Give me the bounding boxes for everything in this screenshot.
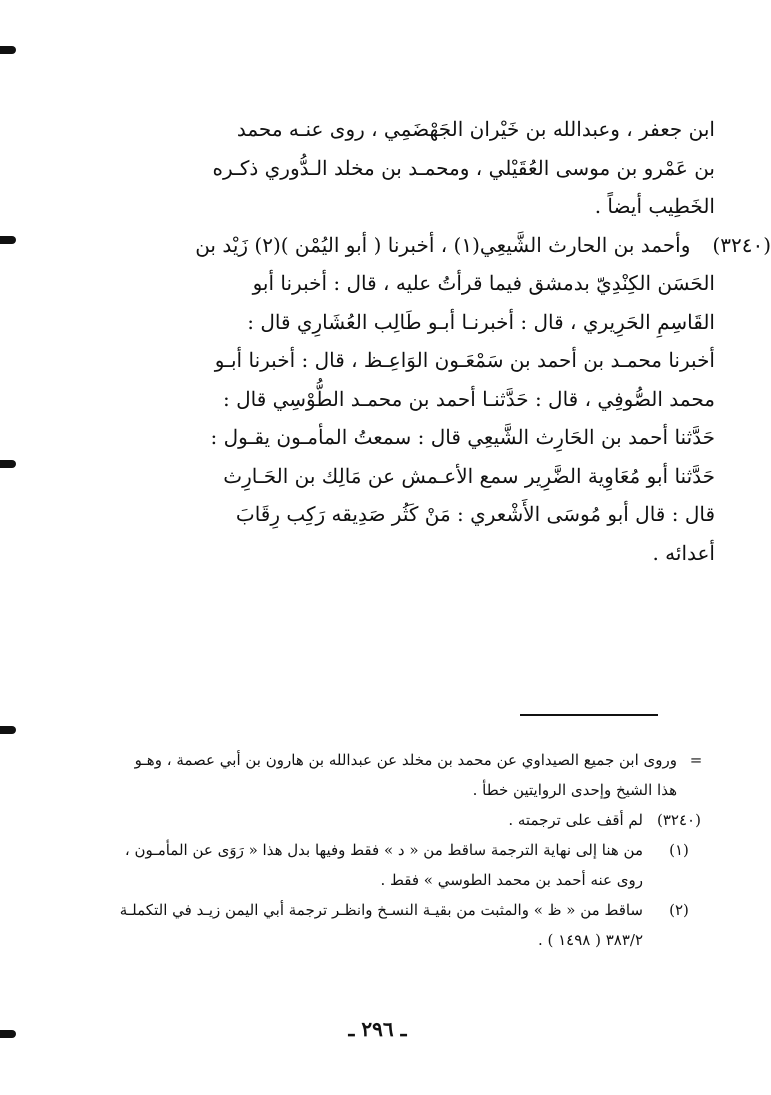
footnote-continuation	[60, 745, 715, 805]
text-line: قال : قال أبو مُوسَى الأَشْعري : مَنْ كَثُر صَدِيقه رَكِب رِقَابَ	[235, 502, 715, 526]
footnote-entry	[60, 805, 715, 835]
footnote-entry-marker: (٣٢٤٠)	[657, 811, 701, 829]
continuation-marker: =	[689, 751, 703, 769]
entry-number: (٣٢٤٠)	[712, 232, 771, 257]
text-line: محمد الصُّوفِي ، قال : حَدَّثنـا أحمد بن محمـد الطُّوْسِي قال :	[222, 386, 715, 411]
footnote-line: من هنا إلى نهاية الترجمة ساقط من « د » فقط وفيها بدل هذا « رَوَى عن المأمـون ،	[124, 841, 643, 859]
text-line: ابن جعفر ، وعبدالله بن خَيْران الجَهْضَمِي ، روى عنـه محمد	[236, 117, 715, 141]
text-line: أعدائه .	[652, 540, 715, 565]
footnotes	[60, 745, 715, 955]
text-line: أخبرنا محمـد بن أحمد بن سَمْعَـون الوَاعِـظ ، قال : أخبرنا أبـو	[214, 348, 715, 372]
text-line: بن عَمْرو بن موسى العُقَيْلي ، ومحمـد بن مخلد الـدُّوري ذكـره	[212, 155, 715, 180]
text-line: القَاسِمِ الحَرِيري ، قال : أخبرنـا أبـو طَالِب العُشَارِي قال :	[247, 309, 715, 334]
binding-mark	[0, 46, 16, 54]
footnote-line: وروى ابن جميع الصيداوي عن محمد بن مخلد عن عبدالله بن هارون بن أبي عصمة ، وهـو	[134, 751, 677, 769]
binding-mark	[0, 236, 16, 244]
binding-mark	[0, 460, 16, 468]
text-line: وأحمد بن الحارث الشَّيعِي(١) ، أخبرنا ( أبو اليُمْن )(٢) زَيْد بن	[195, 232, 691, 257]
text-line: الخَطِيب أيضاً .	[594, 194, 715, 218]
footnote-divider	[520, 714, 658, 716]
footnote-line: روى عنه أحمد بن محمد الطوسي » فقط .	[380, 871, 643, 889]
text-line: الحَسَن الكِنْدِيّ بدمشق فيما قرأتُ عليه ، قال : أخبرنا أبو	[252, 271, 715, 295]
footnote-line: ٣٨٣/٢ ( ١٤٩٨ ) .	[537, 931, 643, 949]
footnote-marker: (١)	[669, 841, 689, 859]
binding-mark	[0, 726, 16, 734]
footnote-line: هذا الشيخ وإحدى الروايتين خطأ .	[472, 781, 677, 799]
main-text	[96, 110, 771, 572]
footnote-line: لم أقف على ترجمته .	[508, 811, 643, 829]
entry-first-line	[96, 226, 771, 265]
text-line: حَدَّثنا أبو مُعَاوِية الضَّرِير سمع الأعـمش عن مَالِك بن الحَـارِث	[223, 463, 715, 488]
text-line: حَدَّثنا أحمد بن الحَارِث الشَّيعِي قال : سمعتُ المأمـون يقـول :	[210, 425, 715, 449]
footnote-1	[60, 835, 715, 895]
footnote-marker: (٢)	[669, 901, 689, 919]
footnote-2	[60, 895, 715, 955]
footnote-line: ساقط من « ظ » والمثبت من بقيـة النسـخ وانظـر ترجمة أبي اليمن زيـد في التكملـة	[119, 901, 643, 919]
page-number: ـ ٢٩٦ ـ	[348, 1017, 407, 1041]
